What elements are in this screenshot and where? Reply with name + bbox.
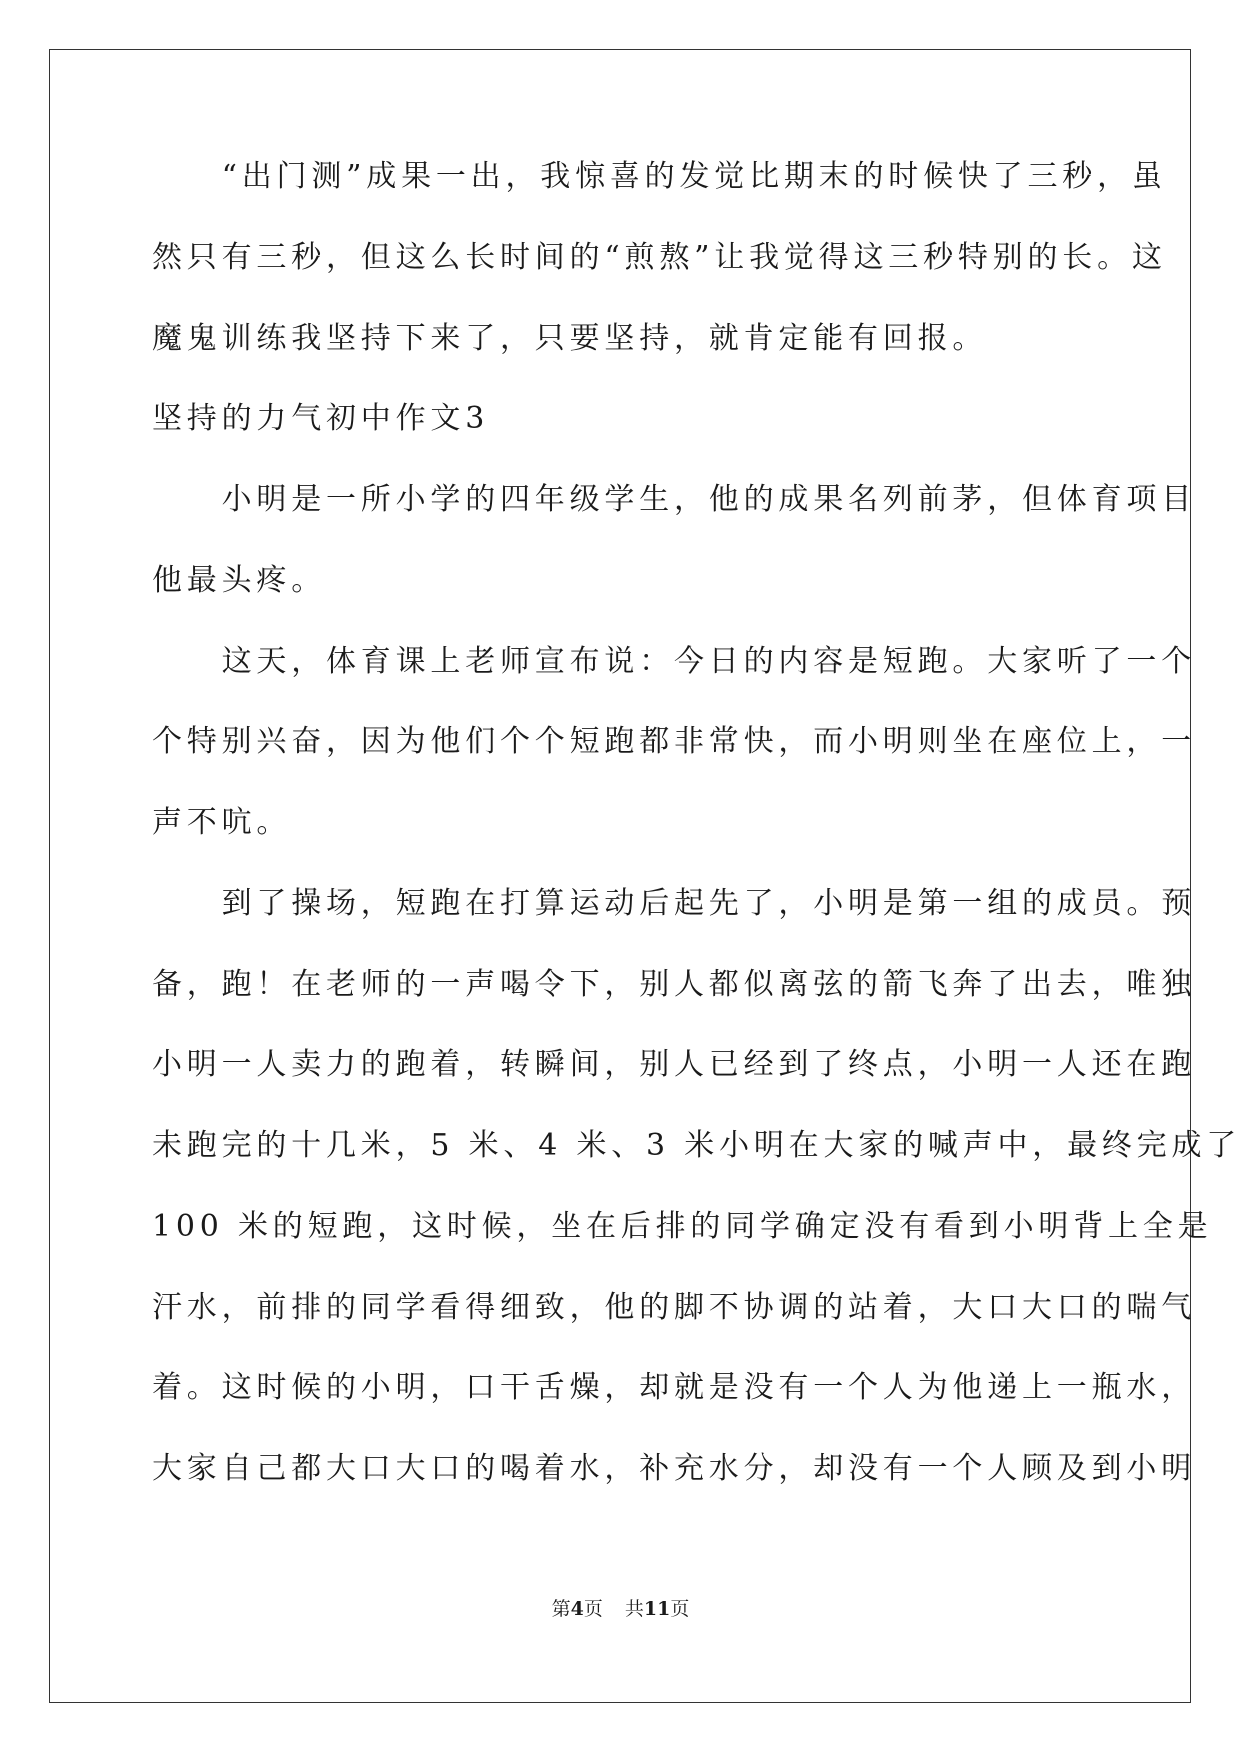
text-line: 备，跑！在老师的一声喝令下，别人都似离弦的箭飞奔了出去，唯独 [152, 967, 1196, 1002]
text-line: 汗水，前排的同学看得细致，他的脚不协调的站着，大口大口的喘气 [152, 1290, 1196, 1325]
text-line: 100 米的短跑，这时候，坐在后排的同学确定没有看到小明背上全是 [152, 1209, 1213, 1244]
text-line: 然只有三秒，但这么长时间的“煎熬”让我觉得这三秒特别的长。这 [152, 240, 1167, 275]
text-line: 个特别兴奋，因为他们个个短跑都非常快，而小明则坐在座位上，一 [152, 724, 1196, 759]
text-line: 小明是一所小学的四年级学生，他的成果名列前茅，但体育项目 [152, 482, 1196, 517]
text-line: 着。这时候的小明，口干舌燥，却就是没有一个人为他递上一瓶水， [152, 1370, 1196, 1405]
text-line: 大家自己都大口大口的喝着水，补充水分，却没有一个人顾及到小明 [152, 1451, 1196, 1486]
text-line: “出门测”成果一出，我惊喜的发觉比期末的时候快了三秒，虽 [152, 159, 1167, 194]
text-line: 他最头疼。 [152, 563, 326, 598]
text-line: 这天，体育课上老师宣布说：今日的内容是短跑。大家听了一个 [152, 644, 1196, 679]
text-line: 声不吭。 [152, 805, 292, 840]
total-suffix: 页 [670, 1598, 690, 1620]
page-number: 4 [570, 1598, 584, 1620]
text-line: 未跑完的十几米，5 米、4 米、3 米小明在大家的喊声中，最终完成了 [152, 1128, 1241, 1163]
total-prefix: 共 [624, 1598, 644, 1620]
page-prefix: 第 [551, 1598, 571, 1620]
text-line: 魔鬼训练我坚持下来了，只要坚持，就肯定能有回报。 [152, 321, 988, 356]
page-footer [0, 1597, 1241, 1621]
text-line: 到了操场，短跑在打算运动后起先了，小明是第一组的成员。预 [152, 886, 1196, 921]
page-total: 11 [643, 1598, 671, 1620]
text-line: 小明一人卖力的跑着，转瞬间，别人已经到了终点，小明一人还在跑 [152, 1047, 1196, 1082]
section-heading: 坚持的力气初中作文3 [152, 401, 490, 436]
page-suffix: 页 [583, 1598, 603, 1620]
